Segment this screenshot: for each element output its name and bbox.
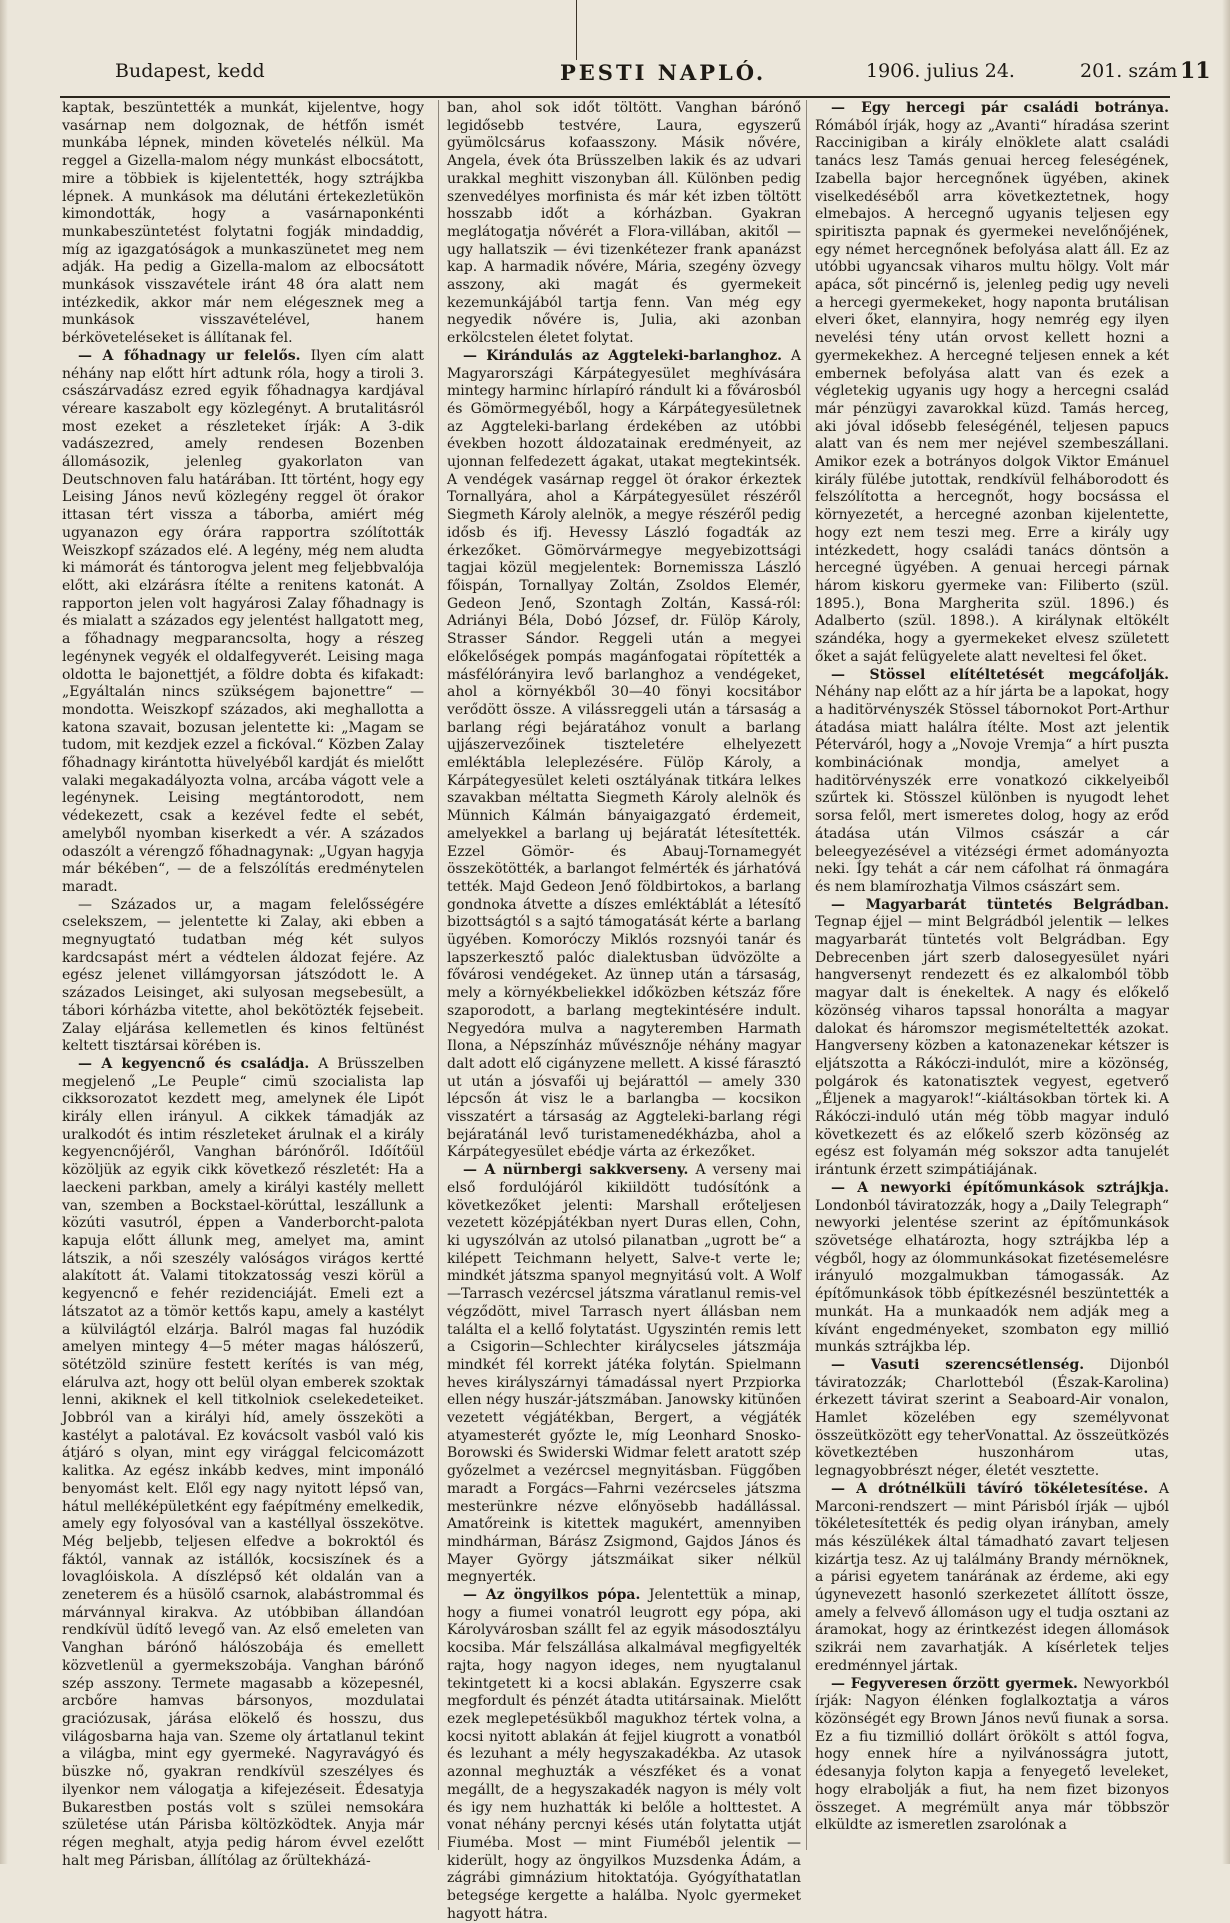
article-paragraph: — Fegyveresen őrzött gyermek. Newyorkból írják: Nagyon élénken foglalkoztatja a város közönségét egy Brown János nevű fiunak a sorsa. Ez a fiu tizmillió dollárt örökölt s attól fogva, hogy ennek híre a nyilvánosságra jutott, édesanyja folyton kapja a fenyegető leveleket, hogy elrabolják a fiut, ha nem fizet bizonyos összeget. A megrémült anya már többször elküldte az ismeretlen zsarolónak a xyxy=(815,1675,1169,1834)
article-paragraph: — Vasuti szerencsétlenség. Dijonból táviratozzák; Charlotteból (Észak-Karolina) érkezett távirat szerint a Seaboard-Air vonalon, Hamlet közelében egy személyvonat összeütközött egy teherVonattal. Az összeütközés következtében huszonhárom utas, legnagyobbrészt néger, életét vesztette. xyxy=(815,1356,1169,1480)
article-paragraph: — Az öngyilkos pópa. Jelentettük a minap, hogy a fiumei vonatról leugrott egy pópa, aki Károlyvárosban szállt fel az egyik másodosztályu kocsiba. Már felszállása alkalmával megfigyelték rajta, hogy nagyon ideges, nem nyugtalanul tekintgetett ki a kocsi ablakán. Egyszerre csak megfordult és pénzét átadta utitársainak. Mielőtt ezek meglepetésükből magukhoz tértek volna, a kocsi nyitott ablakán át fejjel kiugrott a vonatból és lezuhant a mély hegyszakadékba. Az utasok azonnal meghuzták a vészféket és a vonat megállt, de a hegyszakadék nagyon is mély volt és igy nem huzhatták ki belőle a holttestet. A vonat néhány percnyi késés után folytatta utját Fiuméba. Most — mint Fiuméből jelentik — kiderült, hogy az öngyilkos Muzsdenka Ádám, a zágrábi gimnázium hitoktatója. Gyógyíthatatlan betegsége kergette a halálba. Nyolc gyermeket hagyott hátra. xyxy=(447,1587,801,1922)
column-3 xyxy=(806,100,1169,1850)
article-paragraph: — A kegyencnő és családja. A Brüsszelben megjelenő „Le Peuple“ cimü szocialista lap cikksorozatot kezdett meg, amelynek éle Lipót király ellen irányul. A cikkek támadják az uralkodót és intim részleteket árulnak el a király kegyencnőjéről, Vanghan bárónőről. Időítőül közöljük az egyik cikk következő részletét: Ha a laeckeni parkban, amely a királyi kastély mellett van, szemben a Bockstael-körúttal, leszállunk a közúti vasutról, éppen a Vanderborcht-palota kapuja előtt állunk meg, amelyet ma, amint látszik, a női szeszély valóságos virágos kertté alakított át. Valami titokzatosság veszi körül a kegyencnő e fehér rezidenciáját. Emeli ezt a látszatot az a tömör kettős kapu, amely a kastélyt a külvilágtól elzárja. Balról magas fal huzódik amelyen mintegy 4—5 méter magas hálószerű, sötétzöld szinüre festett kerítés is van még, elárulva azt, hogy ott belül olyan emberek szoktak lenni, akiknek el kell titkolniok cselekedeteiket. Jobbról van a királyi híd, amely összeköti a kastélyt a palotával. Ez kovácsolt vasból való kis átjáró s olyan, mint egy virággal felcicomázott kalitka. Az egész inkább kedves, mint imponáló benyomást kelt. Elől egy nagy nyitott lépső van, hátul melléképületként egy faépítmény emelkedik, amely egy folyosóval van a kastéllyal összekötve. Még beljebb, teljesen elfedve a bokroktól és fáktól, vannak az istállók, kocsiszínek és a lovaglóiskola. A díszlépső két oldalán van a zeneterem és a hüsölő csarnok, alabástrommal és márvánnyal kirakva. Az utóbbiban állandóan rendkívül üdítő levegő van. Az első emeleten van Vanghan bárónő hálószobája és emellett közvetlenül a gyermekszobája. Vanghan bárónő szép asszony. Termete magasabb a közepesnél, arcbőre hamvas bársonyos, mozdulatai graciózusak, járása elökelő és hosszu, dus világosbarna haja van. Szeme oly ártatlanul tekint a világba, mint egy gyermeké. Nagyravágyó és büszke nő, gyakran rendkívül szeszélyes és ilyenkor nem válogatja a kifejezéseit. Édesatyja Bukarestben postás volt s szülei nemsokára születése után Párisba költözködtek. Anyja már régen meghalt, atyja pedig három évvel ezelőtt halt meg Párisban, állítólag az őrültekházá- xyxy=(62,1055,424,1869)
article-heading: — Kirándulás az Aggteleki-barlanghoz. xyxy=(463,347,783,364)
article-paragraph: ban, ahol sok időt töltött. Vanghan bárónő legidősebb testvére, Laura, egyszerű gyümölcsárus kofaasszony. Másik nővére, Angela, évek óta Brüsszelben lakik és az udvari urakkal meghitt viszonyban áll. Különben pedig szenvedélyes morfinista és már két izben töltött hosszabb időt a kórházban. Gyakran meglátogatja nővérét a Flora-villában, akitől — ugy hallatszik — évi tizenkétezer frank apanázst kap. A harmadik nővére, Mária, szegény özvegy asszony, aki magát és gyermekeit kezemunkájából tartja fenn. Van még egy negyedik nővére is, Julia, aki azonban erkölcstelen életet folytat. xyxy=(447,100,801,347)
column-1 xyxy=(62,100,424,1869)
page-binding-shadow-right xyxy=(1222,0,1230,1864)
article-paragraph: — A drótnélküli távíró tökéletesítése. A Marconi-rendszert — mint Párisból írják — ujból tökéletesítették és pedig olyan irányban, amely más készülékek által támadható zavart teljesen kizártja tesz. Az uj találmány Brandy mérnöknek, a párisi egyetem tanárának az érdeme, aki egy úgynevezett hasonló szerkezetet állított össze, amely a felvevő állomáson ugy el tudja osztani az áramokat, hogy az érintkezést idegen állomások szikrái nem zavarhatják. A kísérletek teljes eredménnyel jártak. xyxy=(815,1480,1170,1674)
newspaper-title: PESTI NAPLÓ. xyxy=(560,60,767,85)
article-paragraph: — Kirándulás az Aggteleki-barlanghoz. A Magyarországi Kárpátegyesület meghívására mintegy harminc hírlapíró rándult ki a fővárosból és Gömörmegyéből, hogy a Kárpátegyesületnek az Aggteleki-barlang érdekében az utóbbi években hozott áldozatainak eredményeit, az ujonnan felfedezett ágakat, utakat megtekintsék. A vendégek vasárnap reggel öt órakor érkeztek Tornallyára, ahol a Kárpátegyesület részéről Siegmeth Károly alelnök, a megye részéről pedig idősb és ifj. Hevessy László fogadták az érkezőket. Gömörvármegye megyebizottsági tagjai közül megjelentek: Bornemissza László főispán, Tornallyay Zoltán, Zsoldos Elemér, Gedeon Jenő, Szontagh Zoltán, Kassá-ról: Adriányi Béla, Dobó József, dr. Fülöp Károly, Strasser Sándor. Reggeli után a megyei előkelőségek pompás magánfogatai röpítették a másfélórányira levő barlanghoz a vendégeket, ahol a környékből 30—40 fönyi kocsitábor verődött össze. A vilássreggeli után a társaság a barlang régi bejáratához vonult a barlang ujjászervezőinek tiszteletére elhelyezett emléktábla leleplezésére. Fülöp Károly, a Kárpátegyesület keleti osztályának titkára lelkes szavakban méltatta Siegmeth Károly alelnök és Münnich Kálmán bányaigazgató érdemeit, amelyekkel a barlang uj bejáratát létesítették. Ezzel Gömör- és Abauj-Tornamegyét összekötötték, a barlangot felmérték és járhatóvá tették. Majd Gedeon Jenő földbirtokos, a barlang gondnoka átvette a díszes emléktáblát a létesítő bizottságtól s a sajtó támogatását kérte a barlang ügyében. Komoróczy Miklós rozsnyói tanár és lapszerkesztő palóc dialektusban üdvözölte a fővárosi vendégeket. Az ünnep után a társaság, mely a környékbeliekkel időközben kétszáz főre szaporodott, a barlang megtekintésére indult. Negyedóra mulva a nagyteremben Harmath Ilona, a Népszínház művésznője néhány magyar dalt adott elő cigányzene mellett. A kissé fárasztó ut után a jósvafői uj bejárattól — amely 330 lépcsőn át visz le a barlangba — kocsikon visszatért a társaság az Aggteleki-barlang régi bejáratánál levő turistamenedékházba, ahol a Kárpátegyesület ebédje várta az érkezőket. xyxy=(447,347,801,1161)
page-header xyxy=(60,56,1211,98)
header-date: 1906. julius 24. xyxy=(866,60,1015,82)
article-heading: — Stössel elítéltetését megcáfolják. xyxy=(831,666,1169,683)
article-heading: — Egy hercegi pár családi botránya. xyxy=(831,100,1169,116)
article-paragraph: kaptak, beszüntették a munkát, kijelentve, hogy vasárnap nem dolgoznak, de hétfőn ismét munkába lépnek, minden követelés nélkül. Ma reggel a Gizella-malom négy munkást elbocsátott, mire a többiek is kijelentették, hogy sztrájkba lépnek. A munkások ma délutáni értekezletükön kimondották, hogy a vasárnaponkénti munkabeszüntetést folytatni fogják mindaddig, míg az igazgatóságok a munkaszünetet meg nem adják. Ha pedig a Gizella-malom az elbocsátott munkások visszavétele iránt 48 óra alatt nem intézkedik, akkor már nem elégesznek meg a munkások visszavételével, hanem bérköveteléseket is állítanak fel. xyxy=(62,100,424,347)
article-paragraph: — A főhadnagy ur felelős. Ilyen cím alatt néhány nap előtt hírt adtunk róla, hogy a tiroli 3. császárvadász ezred egyik főhadnagya kardjával véreare kaszabolt egy közlegényt. A brutalitásról most ezeket a részleteket írják: A 3-dik vadászezred, amely rendesen Bozenben állomásozik, jelenleg gyakorlaton van Deutschnoven falu határában. Itt történt, hogy egy Leising János nevű közlegény reggel öt órakor ittasan tért vissza a táborba, amiért még ugyanazon egy órára rapportra szólították Weiszkopf százados elé. A legény, még nem aludta ki mámorát és tántorogva jelent meg feljebbvalója előtt, aki elzárásra ítélte a renitens katonát. A rapporton jelen volt hagyárosi Zalay főhadnagy is és mialatt a százados egy jelentést hallgatott meg, a főhadnagy megparancsolta, hogy a részeg legénynek vegyék el oldalfegyverét. Leising maga oldotta le bajonettjét, a földre dobta és kifakadt: „Egyáltalán nincs szükségem bajonettre“ — mondotta. Weiszkopf százados, aki meghallotta a katona szavait, bozusan jelentette ki: „Magam se tudom, mit kezdjek ezzel a fickóval.“ Közben Zalay főhadnagy kirántotta hüvelyéből kardját és mielőtt valaki megakadályozta volna, arcába vágott vele a legénynek. Leising megtántorodott, nem védekezett, csak a kezével fedte el sebét, amelyből nyomban kiserkedt a vér. A százados odaszólt a vérengző főhadnagynak: „Ugyan hagyja már békében“, — de a felszólítás eredménytelen maradt. xyxy=(62,347,424,895)
column-2 xyxy=(438,100,801,1922)
page-fold-line xyxy=(576,0,577,60)
article-paragraph: — Stössel elítéltetését megcáfolják. Néhány nap előtt az a hír járta be a lapokat, hogy a haditörvényszék Stössel tábornokot Port-Arthur átadása miatt halálra ítélte. Most azt jelentik Péterváról, hogy a „Novoje Vremja“ a hírt puszta kombinációnak mondja, amelyet a haditörvényszék erre vonatkozó cikkelyeiből szűrtek ki. Stösszel különben is nyugodt lehet sorsa felől, mert ismeretes dolog, hogy az erőd átadása után Vilmos császár a cár beleegyezésével a vitézségi érmet adományozta neki. Így tehát a cár nem cáfolhat rá önmagára és nem blamírozhatja Vilmos császárt sem. xyxy=(815,666,1169,895)
article-paragraph: — Egy hercegi pár családi botránya. Rómából írják, hogy az „Avanti“ híradása szerint Raccinigiban a király elnöklete alatt családi tanács lesz Tamás genuai herceg feleségének, Izabella bajor hercegnőnek ügyében, akinek viselkedéséből arra következtetnek, hogy elmebajos. A hercegnő ugyanis teljesen egy spiritiszta papnak és gyermekei nevelőnőjének, egy német hercegnőnek befolyása alatt áll. Ez az utóbbi ugyancsak viharos multu hölgy. Volt már apáca, sőt pincérnő is, jelenleg pedig ugy neveli a hercegi gyermekeket, hogy naponta brutálisan elveri őket, elannyira, hogy nemrég egy ilyen nevelési tény után orvost kellett hozni a gyermekekhez. A hercegné teljesen ennek a két embernek befolyása alatt van és ezek a végletekig ugyanis ugy hogy a hercegni család már pénzügyi zavarokkal küzd. Tamás herceg, aki jóval idősebb feleségénél, teljesen papucs alatt van és nem mer nejével szembeszállani. Amikor ezek a botrányos dolgok Viktor Emánuel király fülébe jutottak, rendkívül felháborodott és felszólította a hercegnőt, hogy bocsássa el környezetét, a hercegné azonban kijelentette, hogy ezt nem teszi meg. Erre a király ugy intézkedett, hogy családi tanács döntsön a hercegné ügyében. A genuai hercegi párnak három kiskoru gyermeke van: Filiberto (szül. 1895.), Bona Margherita szül. 1896.) és Adalberto (szül. 1898.). A királynak eltökélt szándéka, hogy a gyermekeket elvesz született őket a saját felügyelete alatt neveltesi fel őket. xyxy=(815,100,1169,665)
article-heading: — Az öngyilkos pópa. xyxy=(463,1587,641,1604)
article-heading: — A kegyencnő és családja. xyxy=(78,1055,310,1072)
article-heading: — A főhadnagy ur felelős. xyxy=(78,347,301,364)
article-heading: — Fegyveresen őrzött gyermek. xyxy=(831,1675,1078,1692)
page-binding-shadow-left xyxy=(0,0,8,1864)
article-paragraph: — A newyorki építőmunkások sztrájkja. Londonból táviratozzák, hogy a „Daily Telegraph“ newyorki jelentése szerint az építőmunkások szövetsége elhatározta, hogy sztrájkba lép a végből, hogy az ólommunkásokat fizetésemelésre irányuló mozgalmukban támogassák. Az építőmunkások több építkezésnél beszüntették a munkát. Ha a munkaadók nem adják meg a kívánt engedményeket, szombaton egy millió munkás sztrájkba lép. xyxy=(815,1179,1169,1356)
article-heading: — Magyarbarát tüntetés Belgrádban. xyxy=(831,896,1169,913)
article-heading: — A newyorki építőmunkások sztrájkja. xyxy=(831,1179,1169,1196)
article-heading: — A nürnbergi sakkverseny. xyxy=(463,1162,689,1179)
header-issue-number: 201. szám xyxy=(1080,60,1178,82)
article-heading: — Vasuti szerencsétlenség. xyxy=(831,1356,1085,1373)
article-paragraph: — Százados ur, a magam felelősségére cselekszem, — jelentette ki Zalay, aki ebben a megnyugtató tudatban még két sulyos kardcsapást mért a védtelen áldozat fejére. Az egész jelenet villámgyorsan játszódott le. A százados Leisinget, aki sulyosan megsebesült, a tábori kórházba vitette, ahol bekötözték fejsebeit. Zalay eljárása kellemetlen és kinos feltünést keltett tisztársai körében is. xyxy=(62,896,424,1055)
article-paragraph: — A nürnbergi sakkverseny. A verseny mai első fordulójáról kikiildött tudósítónk a következőket jelenti: Marshall erőteljesen vezetett középjátékban nyert Duras ellen, Cohn, ki ugyszólván az utolsó pilanatban „ugrott be“ a kilépett Teichmann helyett, Salve-t verte le; mindkét játszma spanyol megnyitású volt. A Wolf—Tarrasch vezércsel játszma váratlanul remis-vel végződött, mivel Tarrasch nyert állásban nem találta el a kellő folytatást. Ugyszintén remis lett a Csigorin—Schlechter királycseles játszmája mindkét fél korrekt játéka folytán. Spielmann heves királyszárnyi támadással nyert Przpiorka ellen négy huszár-játszmában. Janowsky kitünően vezetett végjátékban, Bergert, a végjáték atyamesterét győzte le, míg Leonhard Snosko-Borowski és Swiderski Widmar felett aratott szép győzelmet a vezércsel megnyitásban. Függőben maradt a Forgács—Fahrni vezércseles játszma mesterünkre nézve előnyösebb hadállással. Amatőreink is kitettek magukért, amennyiben mindhárman, Bárász Zsigmond, Gajdos János és Mayer György játszmáikat siker nélkül megnyerték. xyxy=(447,1162,801,1586)
article-paragraph: — Magyarbarát tüntetés Belgrádban. Tegnap éjjel — mint Belgrádból jelentik — lelkes magyarbarát tüntetés volt Belgrádban. Egy Debrecenben járt szerb dalosegyesület nyári hangversenyt rendezett és ez alkalomból több magyar dalt is énekeltek. A nagy és előkelő közönség viharos tapssal honorálta a magyar dalokat és háromszor megismételtették azokat. Hangverseny közben a katonazenekar kétszer is eljátszotta a Rákóczi-indulót, mire a közönség, polgárok és katonatisztek vegyest, egetverő „Éljenek a magyarok!“-kiáltásokban törtek ki. A Rákóczi-induló után még több magyar induló következett és az előkelő szerb közönség az egész est folyamán még sokszor adta tanujelét irántunk érzett szimpátiájának. xyxy=(815,896,1169,1179)
header-city-day: Budapest, kedd xyxy=(115,60,265,82)
article-heading: — A drótnélküli távíró tökéletesítése. xyxy=(831,1480,1149,1497)
header-page-number: 11 xyxy=(1180,58,1211,84)
